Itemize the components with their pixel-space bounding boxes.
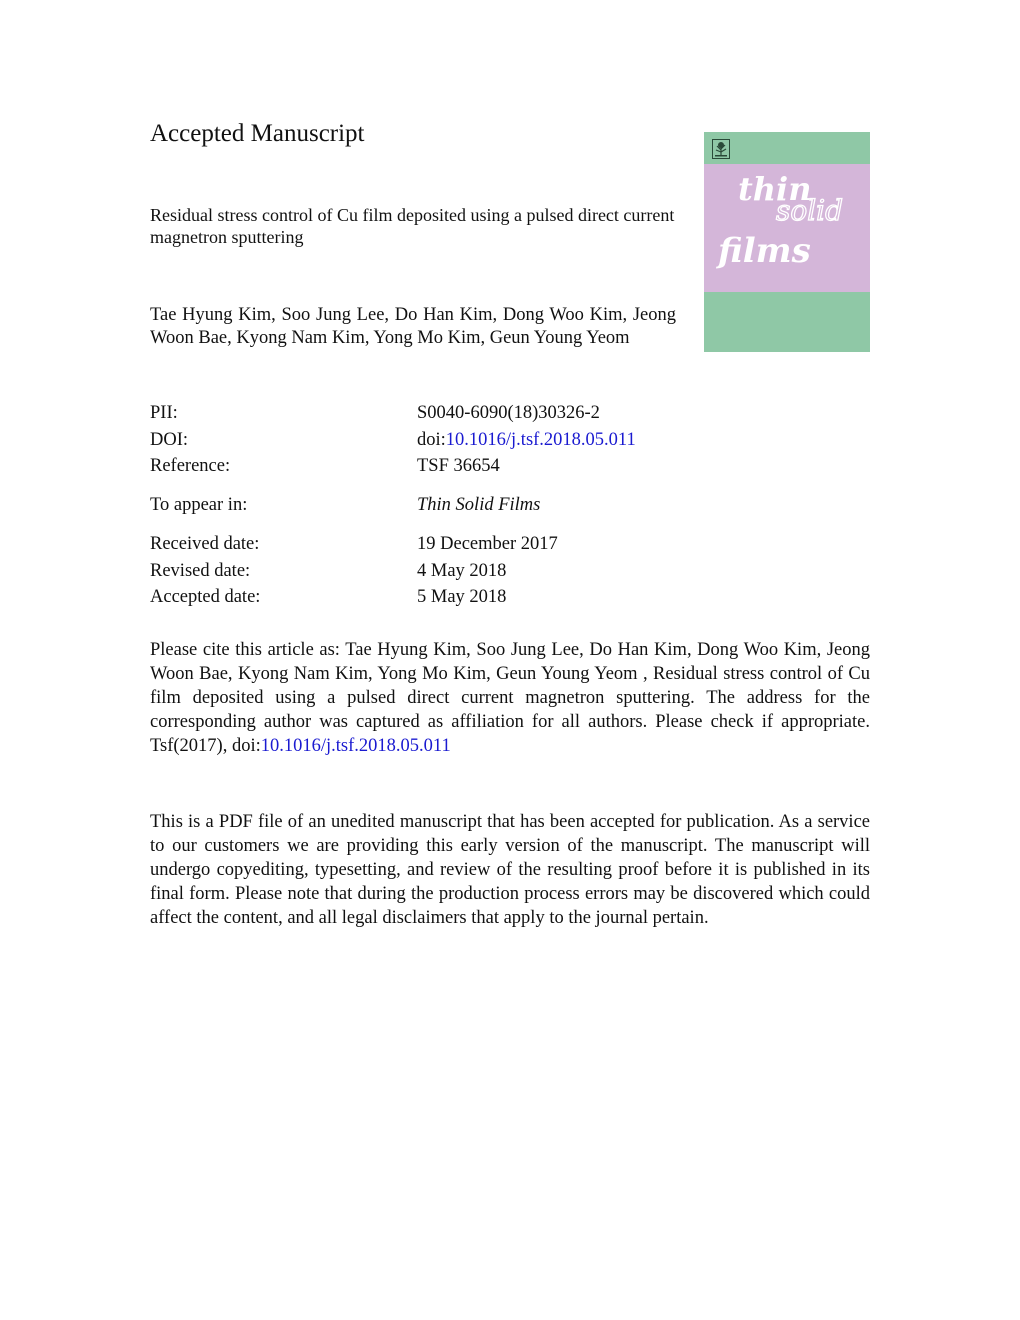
reference-label: Reference:	[150, 456, 231, 476]
cover-word-solid: solid	[776, 194, 844, 227]
doi-label: DOI:	[150, 430, 189, 450]
article-authors: Tae Hyung Kim, Soo Jung Lee, Do Han Kim, Dong Woo Kim, Jeong Woon Bae, Kyong Nam Kim, Yong Mo Kim, Geun Young Yeom	[150, 305, 676, 348]
revised-date-value: 4 May 2018	[417, 561, 507, 581]
appear-in-label: To appear in:	[150, 495, 248, 515]
citation-text: Please cite this article as: Tae Hyung Kim, Soo Jung Lee, Do Han Kim, Dong Woo Kim, Jeong Woon Bae, Kyong Nam Kim, Yong Mo Kim, Geun Young Yeom , Residual stress control of Cu film deposited using a pulsed direct current magnetron sputtering. The address for the corresponding author was captured as affiliation for all authors. Please check if appropriate. Tsf(2017), doi:	[150, 640, 870, 756]
citation-paragraph	[150, 638, 870, 758]
journal-name: Thin Solid Films	[417, 495, 541, 515]
accepted-date-label: Accepted date:	[150, 587, 261, 607]
doi-value	[417, 428, 636, 452]
received-date-value: 19 December 2017	[417, 534, 558, 554]
cover-word-films: films	[718, 231, 811, 271]
doi-prefix: doi:	[417, 430, 446, 450]
accepted-date-value: 5 May 2018	[417, 587, 507, 607]
cover-title-art	[704, 164, 870, 292]
article-title: Residual stress control of Cu film deposited using a pulsed direct current magnetron sputtering	[150, 205, 675, 247]
received-date-label: Received date:	[150, 534, 260, 554]
elsevier-tree-logo-icon	[712, 139, 730, 159]
pii-value: S0040-6090(18)30326-2	[417, 403, 600, 423]
page-heading: Accepted Manuscript	[150, 120, 365, 147]
revised-date-label: Revised date:	[150, 561, 251, 581]
reference-value: TSF 36654	[417, 456, 500, 476]
pii-label: PII:	[150, 403, 178, 423]
doi-link[interactable]: 10.1016/j.tsf.2018.05.011	[445, 430, 636, 450]
journal-cover	[704, 132, 870, 352]
citation-doi-link[interactable]: 10.1016/j.tsf.2018.05.011	[260, 736, 451, 756]
cover-word-thin: thin	[738, 170, 812, 208]
manuscript-notice: This is a PDF file of an unedited manuscript that has been accepted for publication. As a service to our customers we are providing this early version of the manuscript. The manuscript will undergo copyediting, typesetting, and review of the resulting proof before it is published in its final form. Please note that during the production process errors may be discovered which could affect the content, and all legal disclaimers that apply to the journal pertain.	[150, 812, 870, 928]
